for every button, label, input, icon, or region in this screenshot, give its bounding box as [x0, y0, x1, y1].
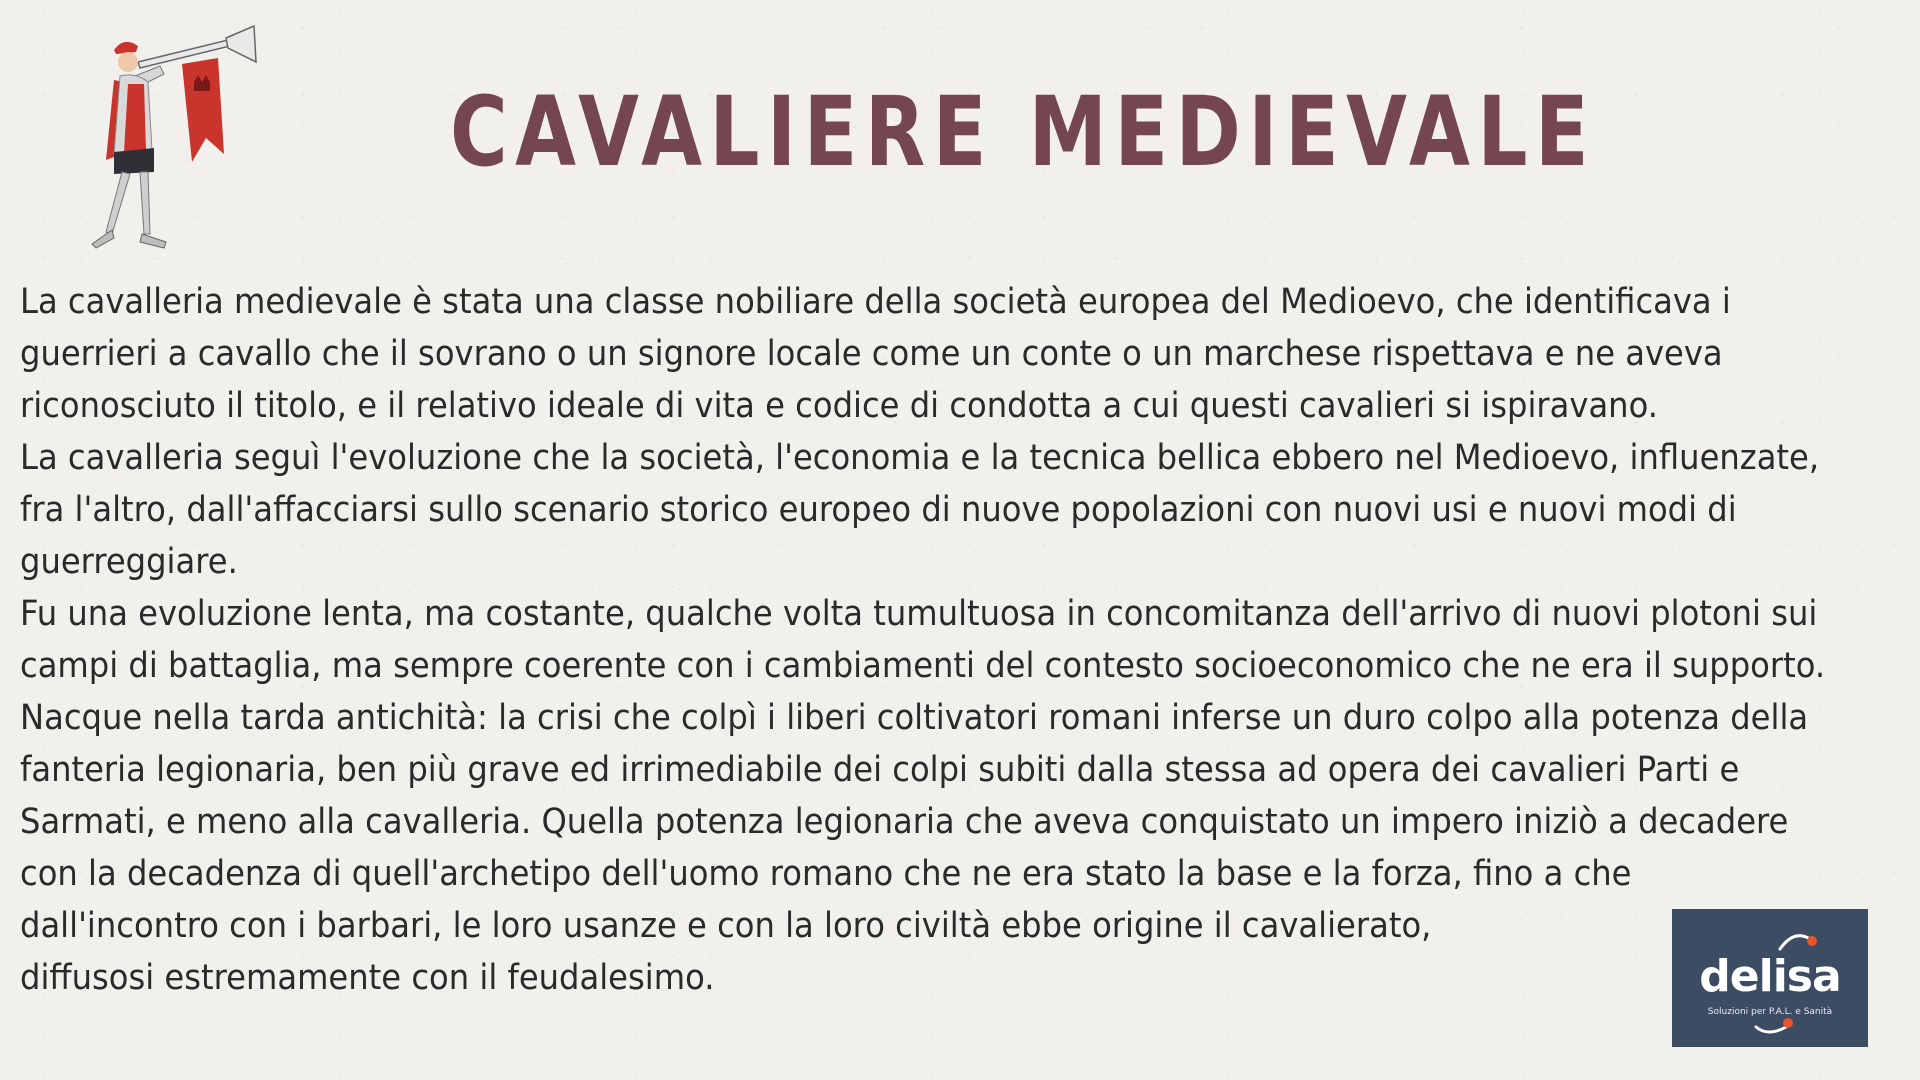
text-line: Sarmati, e meno alla cavalleria. Quella potenza legionaria che aveva conquistato un impero iniziò a decadere	[20, 802, 1789, 842]
logo-tagline: Soluzioni per P.A.L. e Sanità	[1707, 1007, 1833, 1017]
page-title: CAVALIERE MEDIEVALE	[450, 76, 1597, 188]
text-line: guerrieri a cavallo che il sovrano o un signore locale come un conte o un marchese rispettava e ne aveva	[20, 334, 1723, 374]
text-line: La cavalleria seguì l'evoluzione che la società, l'economia e la tecnica bellica ebbero nel Medioevo, influenzate,	[20, 438, 1820, 478]
text-line: La cavalleria medievale è stata una classe nobiliare della società europea del Medioevo, che identificava i	[20, 282, 1731, 322]
text-line: riconosciuto il titolo, e il relativo ideale di vita e codice di condotta a cui questi cavalieri si ispiravano.	[20, 386, 1658, 426]
text-line: Fu una evoluzione lenta, ma costante, qualche volta tumultuosa in concomitanza dell'arrivo di nuovi plotoni sui	[20, 594, 1818, 634]
text-line: Nacque nella tarda antichità: la crisi che colpì i liberi coltivatori romani inferse un duro colpo alla potenza della	[20, 698, 1809, 738]
logo-wordmark: delisa	[1699, 951, 1841, 1002]
text-line: diffusosi estremamente con il feudalesimo.	[20, 958, 715, 998]
text-line: fra l'altro, dall'affacciarsi sullo scenario storico europeo di nuove popolazioni con nuovi usi e nuovi modi di	[20, 490, 1737, 530]
text-line: con la decadenza di quell'archetipo dell'uomo romano che ne era stato la base e la forza, fino a che	[20, 854, 1632, 894]
herald-with-trumpet-icon	[78, 22, 268, 277]
delisa-logo	[1672, 909, 1868, 1047]
text-line: guerreggiare.	[20, 542, 238, 582]
text-line: campi di battaglia, ma sempre coerente con i cambiamenti del contesto socioeconomico che ne era il supporto.	[20, 646, 1826, 686]
text-line: fanteria legionaria, ben più grave ed irrimediabile dei colpi subiti dalla stessa ad opera dei cavalieri Parti e	[20, 750, 1740, 790]
text-line: dall'incontro con i barbari, le loro usanze e con la loro civiltà ebbe origine il cavalierato,	[20, 906, 1432, 946]
